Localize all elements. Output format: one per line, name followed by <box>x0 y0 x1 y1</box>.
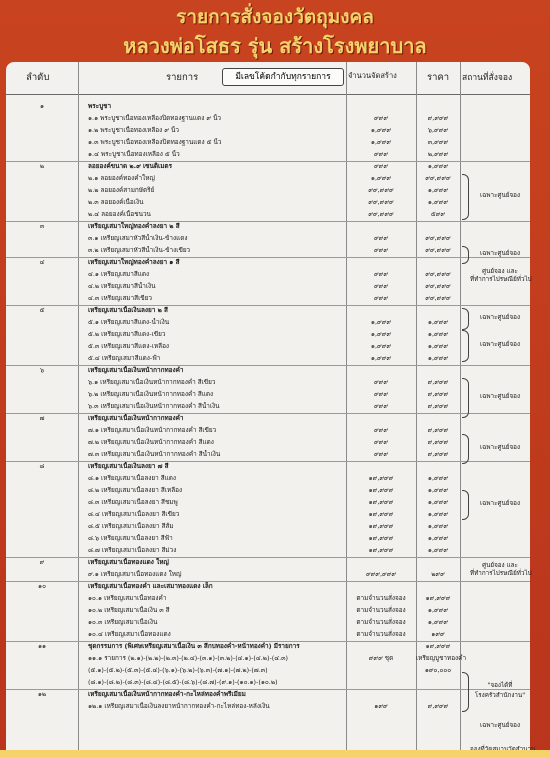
item-quantity: ๙๙๙ <box>373 294 389 302</box>
item-price: ๑,๙๙๙ <box>427 522 449 530</box>
item-description: ชุดกรรมการ (พิเศษเหรียญเสมาเนื้อเงิน ๓ สีกบทองคำ-หน้าทองคำ) มีรายการ <box>88 642 300 650</box>
item-price: ๖,๙๙๙ <box>427 126 449 134</box>
table-row <box>6 654 530 664</box>
item-quantity: ๑๙,๙๙๙ <box>368 510 394 518</box>
row-number: ๑๑ <box>37 642 47 650</box>
row-number: ๑๐ <box>38 582 46 590</box>
item-description: ๔.๑ เหรียญเสมาสีแดง <box>88 270 150 278</box>
item-description: เหรียญเสมาเนื้อเงินหน้ากากทองคำ <box>88 366 184 374</box>
place-label: ศูนย์จอง และ <box>482 562 518 569</box>
column-header-place: สถานที่สั่งจอง <box>462 73 513 83</box>
place-label: เฉพาะศูนย์จอง <box>479 444 521 451</box>
table-row <box>6 174 530 184</box>
table-row <box>6 270 530 280</box>
item-quantity: ๙๙,๙๙๙ <box>368 198 394 206</box>
item-quantity: ๙๙๙ ชุด <box>368 654 394 662</box>
item-price: ๙,๙๙๙ <box>427 402 449 410</box>
item-price: ๑,๙๙๙ <box>427 618 449 626</box>
item-price: ๑๙,๙๙๙ <box>425 594 451 602</box>
item-description: ๘.๔ เหรียญเสมาเนื้อลงยา สีเขียว <box>88 510 180 518</box>
item-description: ๕.๑ เหรียญเสมาสีแดง-น้ำเงิน <box>88 318 170 326</box>
row-number: ๓ <box>39 222 45 230</box>
title-line-2: หลวงพ่อโสธร รุ่น สร้างโรงพยาบาล <box>123 34 427 58</box>
item-description: ๑๐.๓ เหรียญเสมาเนื้อเงิน <box>88 618 158 626</box>
item-quantity: ๑๙,๙๙๙ <box>368 486 394 494</box>
item-quantity: ๙๙๙ <box>373 282 389 290</box>
item-quantity: ๙๙๙ <box>373 150 389 158</box>
section-row <box>6 462 530 472</box>
group-brace <box>462 434 469 464</box>
table-row <box>6 318 530 328</box>
item-description: ๙.๑ เหรียญเสมาเนื้อทองแดง ใหญ่ <box>88 570 182 578</box>
table-row <box>6 450 530 460</box>
place-label: โรงครัวสำนักงาน" <box>474 692 526 699</box>
item-description: พระบูชา <box>88 102 112 110</box>
table-header <box>6 62 530 95</box>
item-quantity: ๙๙๙ <box>373 450 389 458</box>
item-quantity: ๙๙๙ <box>373 390 389 398</box>
item-quantity: ๙๙๙ <box>373 402 389 410</box>
item-quantity: ๑๙,๙๙๙ <box>368 474 394 482</box>
place-label: ที่ทำการไปรษณีย์ทั่วไป <box>470 570 532 577</box>
item-price: ๙,๙๙๙ <box>427 378 449 386</box>
item-quantity: ตามจำนวนสั่งจอง <box>356 618 406 626</box>
item-quantity: ๙๙๙ <box>373 234 389 242</box>
row-number: ๒ <box>39 162 45 170</box>
item-quantity: ตามจำนวนสั่งจอง <box>356 606 406 614</box>
group-brace <box>462 378 469 418</box>
item-description: ๑๒.๑ เหรียญเสมาเนื้อเงินลงยาหน้ากากทองคำ-กะไหล่ทอง-หลังเงิน <box>88 702 270 710</box>
item-description: ๔.๓ เหรียญเสมาสีเขียว <box>88 294 152 302</box>
group-brace <box>462 246 469 264</box>
item-description: ๕.๒ เหรียญเสมาสีแดง-เขียว <box>88 330 166 338</box>
item-price: ๑,๙๙๙ <box>427 534 449 542</box>
item-price: ๒๙๙ <box>431 570 445 578</box>
row-number: ๔ <box>39 258 45 266</box>
place-label: เฉพาะศูนย์จอง <box>479 314 521 321</box>
item-description: ๑.๑ พระบูชาเนื้อทองเหลืองปิดทองฐานแดง ๙ นิ้ว <box>88 114 222 122</box>
place-label: เฉพาะศูนย์จอง <box>479 500 521 507</box>
table-row <box>6 606 530 616</box>
item-price: ๑,๙๙๙ <box>427 510 449 518</box>
table-row <box>6 114 530 124</box>
place-label: เฉพาะศูนย์จอง <box>479 250 521 257</box>
table-row <box>6 198 530 208</box>
table-row <box>6 294 530 304</box>
section-row <box>6 642 530 652</box>
item-quantity: ตามจำนวนสั่งจอง <box>356 594 406 602</box>
item-quantity: ๑๙,๙๙๙ <box>368 498 394 506</box>
item-price: ๕๙๙ <box>430 210 446 218</box>
place-label: เฉพาะศูนย์จอง <box>479 393 521 400</box>
table-row <box>6 354 530 364</box>
item-price: ๙๙,๙๙๙ <box>425 294 451 302</box>
table-row <box>6 342 530 352</box>
table-row <box>6 402 530 412</box>
item-price: ๒,๙๙๙ <box>427 150 449 158</box>
order-sheet <box>6 62 530 757</box>
item-quantity: ๙๙๙,๙๙๙ <box>365 570 397 578</box>
item-description: ๘.๒ เหรียญเสมาเนื้อลงยา สีเหลือง <box>88 486 183 494</box>
item-price: ๑,๙๙๙ <box>427 498 449 506</box>
item-price: ๑๙๐,๐๐๐ <box>424 666 452 674</box>
item-description: ๘.๗ เหรียญเสมาเนื้อลงยา สีม่วง <box>88 546 177 554</box>
item-price: ๙,๙๙๙ <box>427 438 449 446</box>
item-description: ๒.๒ ลอยองค์สามกษัตริย์ <box>88 186 155 194</box>
item-quantity: ๙๙๙ <box>373 162 389 170</box>
item-price: ๙,๙๙๙ <box>427 114 449 122</box>
column-header-price: ราคา <box>427 72 450 83</box>
item-description: ๑๐.๒ เหรียญเสมาเนื้อเงิน ๓ สี <box>88 606 170 614</box>
section-row <box>6 366 530 376</box>
item-description: ๒.๔ ลอยองค์เนื้อชนวน <box>88 210 151 218</box>
table-row <box>6 630 530 640</box>
item-price: ๑,๙๙๙ <box>427 186 449 194</box>
item-description: ๑๐.๑ เหรียญเสมาเนื้อทองคำ <box>88 594 167 602</box>
item-price: ๙๙,๙๙๙ <box>425 174 451 182</box>
table-row <box>6 150 530 160</box>
item-price: ๑,๙๙๙ <box>427 330 449 338</box>
table-row <box>6 594 530 604</box>
item-description: ๗.๑ เหรียญเสมาเนื้อเงินหน้ากากทองคำ สีเขียว <box>88 426 217 434</box>
item-price: ๙๙,๙๙๙ <box>425 270 451 278</box>
item-quantity: ตามจำนวนสั่งจอง <box>356 630 406 638</box>
item-description: ๑.๒ พระบูชาเนื้อทองเหลือง ๙ นิ้ว <box>88 126 179 134</box>
item-price: ๓,๙๙๙ <box>427 138 449 146</box>
column-header-items: รายการ <box>166 72 199 83</box>
section-row <box>6 690 530 700</box>
item-description: ลอยองค์ขนาด ๒.๙ เซนติเมตร <box>88 162 172 170</box>
item-quantity: ๑,๙๙๙ <box>370 330 392 338</box>
item-description: ๓.๒ เหรียญเสมาหัวสีน้ำเงิน-ข้างเขียว <box>88 246 191 254</box>
item-quantity: ๙๙๙ <box>373 426 389 434</box>
place-label: เฉพาะศูนย์จอง <box>479 722 521 729</box>
row-number: ๙ <box>39 558 45 566</box>
item-description: ๔.๒ เหรียญเสมาสีน้ำเงิน <box>88 282 156 290</box>
table-row <box>6 474 530 484</box>
table-row <box>6 546 530 556</box>
item-price: ๙๙,๙๙๙ <box>425 246 451 254</box>
item-description: ๘.๑ เหรียญเสมาเนื้อลงยา สีแดง <box>88 474 177 482</box>
item-description: ๖.๓ เหรียญเสมาเนื้อเงินหน้ากากทองคำ สีน้ำเงิน <box>88 402 220 410</box>
item-quantity: ๙๙๙ <box>373 378 389 386</box>
item-description: ๕.๔ เหรียญเสมาสีแดง-ฟ้า <box>88 354 161 362</box>
item-price: ๑,๙๙๙ <box>427 606 449 614</box>
item-quantity: ๑,๙๙๙ <box>370 126 392 134</box>
item-price: ๑,๙๙๙ <box>427 342 449 350</box>
table-row <box>6 282 530 292</box>
item-description: ๘.๖ เหรียญเสมาเนื้อลงยา สีฟ้า <box>88 534 173 542</box>
place-label: เฉพาะศูนย์จอง <box>479 341 521 348</box>
item-price: ๑,๙๙๙ <box>427 198 449 206</box>
table-row <box>6 246 530 256</box>
item-description: เหรียญเสมาเนื้อเงินหน้ากากทองคำ <box>88 414 184 422</box>
table-row <box>6 138 530 148</box>
section-row <box>6 582 530 592</box>
item-price: ๙,๙๙๙ <box>427 702 449 710</box>
row-number: ๕ <box>39 306 45 314</box>
table-row <box>6 210 530 220</box>
item-description: ๒.๑ ลอยองค์ทองคำใหญ่ <box>88 174 155 182</box>
table-row <box>6 678 530 688</box>
table-row <box>6 438 530 448</box>
item-quantity: ๑,๙๙๙ <box>370 174 392 182</box>
item-quantity: ๙๙๙ <box>373 246 389 254</box>
item-description: ๓.๑ เหรียญเสมาหัวสีน้ำเงิน-ข้างแดง <box>88 234 188 242</box>
table-row <box>6 522 530 532</box>
item-price: ๑,๙๙๙ <box>427 474 449 482</box>
item-price: ๑,๙๙๙ <box>427 318 449 326</box>
group-brace <box>462 672 469 712</box>
row-number: ๑๒ <box>37 690 47 698</box>
item-description: ๑๑.๑ รายการ (๒.๑)-(๒.๒)-(๒.๓)-(๒.๔)-(๓.๑)-(๓.๒)-(๔.๑)-(๔.๒)-(๔.๓) <box>88 654 289 662</box>
place-label: ที่ทำการไปรษณีย์ทั่วไป <box>470 276 532 283</box>
item-description: เหรียญเสมาเนื้อเงินลงยา ๗ สี <box>88 462 169 470</box>
item-quantity: ๙๙๙ <box>373 114 389 122</box>
item-quantity: ๙๙,๙๙๙ <box>368 186 394 194</box>
group-brace <box>462 490 469 520</box>
item-description: (๕.๑)-(๕.๒)-(๕.๓)-(๕.๔)-(๖.๑)-(๖.๒)-(๖.๓)-(๗.๑)-(๗.๒)-(๗.๓) <box>88 666 268 674</box>
row-number: ๑ <box>39 102 45 110</box>
place-label: เฉพาะศูนย์จอง <box>479 192 521 199</box>
table-row <box>6 426 530 436</box>
table-row <box>6 390 530 400</box>
column-header-no: ลำดับ <box>26 72 50 83</box>
section-row <box>6 162 530 172</box>
item-price: ๙,๙๙๙ <box>427 450 449 458</box>
table-row <box>6 618 530 628</box>
item-description: เหรียญเสมาเนื้อทองแดง ใหญ่ <box>88 558 169 566</box>
item-quantity: ๙๙,๙๙๙ <box>368 210 394 218</box>
item-description: (๘.๑)-(๘.๒)-(๘.๓)-(๘.๔)-(๘.๕)-(๘.๖)-(๘.๗)-(๙.๑)-(๑๐.๑)-(๑๐.๒) <box>88 678 278 686</box>
item-description: เหรียญเสมาใหญ่ทองคำลงยา ๑ สี <box>88 258 180 266</box>
table-row <box>6 666 530 676</box>
item-description: เหรียญเสมาใหญ่ทองคำลงยา ๒ สี <box>88 222 180 230</box>
item-description: ๗.๓ เหรียญเสมาเนื้อเงินหน้ากากทองคำ สีน้ำเงิน <box>88 450 221 458</box>
item-description: เหรียญเสมาเนื้อเงินหน้ากากทองคำ-กะไหล่ทองคำพรีเมียม <box>88 690 246 698</box>
item-quantity: ๑๙๙ <box>374 702 388 710</box>
section-row <box>6 102 530 112</box>
item-description: ๑.๔ พระบูชาเนื้อทองเหลือง ๕ นิ้ว <box>88 150 180 158</box>
item-price: เหรียญบูชาทองคำ <box>416 654 467 662</box>
item-description: ๗.๒ เหรียญเสมาเนื้อเงินหน้ากากทองคำ สีแดง <box>88 438 214 446</box>
item-description: เหรียญเสมาเนื้อเงินลงยา ๒ สี <box>88 306 168 314</box>
group-brace <box>462 308 469 330</box>
item-quantity: ๑,๙๙๙ <box>370 318 392 326</box>
item-description: ๒.๓ ลอยองค์เนื้อเงิน <box>88 198 144 206</box>
column-header-qty: จำนวนจัดสร้าง <box>348 71 397 80</box>
section-row <box>6 306 530 316</box>
item-price: ๑,๙๙๙ <box>427 546 449 554</box>
item-price: ๑,๙๙๙ <box>427 486 449 494</box>
item-description: ๖.๒ เหรียญเสมาเนื้อเงินหน้ากากทองคำ สีแดง <box>88 390 214 398</box>
item-description: ๘.๓ เหรียญเสมาเนื้อลงยา สีชมพู <box>88 498 178 506</box>
item-description: ๑.๓ พระบูชาเนื้อทองเหลืองปิดทองฐานแดง ๕ นิ้ว <box>88 138 222 146</box>
table-row <box>6 534 530 544</box>
title-line-1: รายการสั่งจองวัตถุมงคล <box>176 6 374 28</box>
item-description: ๘.๕ เหรียญเสมาเนื้อลงยา สีส้ม <box>88 522 174 530</box>
item-quantity: ๑๙,๙๙๙ <box>368 534 394 542</box>
code-note-tag: มีเลขโค้ดกำกับทุกรายการ <box>222 68 344 86</box>
place-label: ศูนย์จอง และ <box>482 268 518 275</box>
table-row <box>6 234 530 244</box>
item-price: ๙,๙๙๙ <box>427 426 449 434</box>
table-row <box>6 570 530 580</box>
group-brace <box>462 174 469 220</box>
item-price: ๑,๙๙๙ <box>427 354 449 362</box>
item-description: ๑๐.๔ เหรียญเสมาเนื้อทองแดง <box>88 630 171 638</box>
item-description: ๖.๑ เหรียญเสมาเนื้อเงินหน้ากากทองคำ สีเขียว <box>88 378 216 386</box>
table-row <box>6 126 530 136</box>
item-description: เหรียญเสมาเนื้อทองคำ และเสมาทองแดง เล็ก <box>88 582 213 590</box>
table-row <box>6 510 530 520</box>
section-row <box>6 258 530 268</box>
bottom-strip <box>0 750 550 757</box>
item-price: ๙๙,๙๙๙ <box>425 282 451 290</box>
item-quantity: ๑,๙๙๙ <box>370 138 392 146</box>
table-row <box>6 486 530 496</box>
item-description: ๕.๓ เหรียญเสมาสีแดง-เหลือง <box>88 342 170 350</box>
item-price: ๙๙,๙๙๙ <box>425 234 451 242</box>
row-number: ๗ <box>39 414 45 422</box>
item-quantity: ๑๙,๙๙๙ <box>368 546 394 554</box>
table-row <box>6 186 530 196</box>
section-row <box>6 558 530 568</box>
item-price: ๑,๙๙๙ <box>427 162 449 170</box>
item-quantity: ๙๙๙ <box>373 270 389 278</box>
section-row <box>6 414 530 424</box>
section-row <box>6 222 530 232</box>
place-label: "จองได้ที่ <box>487 682 513 689</box>
item-quantity: ๑,๙๙๙ <box>370 342 392 350</box>
item-price: ๙,๙๙๙ <box>427 390 449 398</box>
item-quantity: ๑๙,๙๙๙ <box>368 522 394 530</box>
table-row <box>6 378 530 388</box>
item-price: ๑๙๙ <box>431 630 445 638</box>
item-quantity: ๙๙๙ <box>373 438 389 446</box>
table-row <box>6 702 530 712</box>
group-brace <box>462 330 469 362</box>
item-quantity: ๑,๙๙๙ <box>370 354 392 362</box>
item-price: ๑๙,๙๙๙ <box>425 642 451 650</box>
table-row <box>6 330 530 340</box>
table-row <box>6 498 530 508</box>
row-number: ๘ <box>39 462 45 470</box>
row-number: ๖ <box>39 366 45 374</box>
